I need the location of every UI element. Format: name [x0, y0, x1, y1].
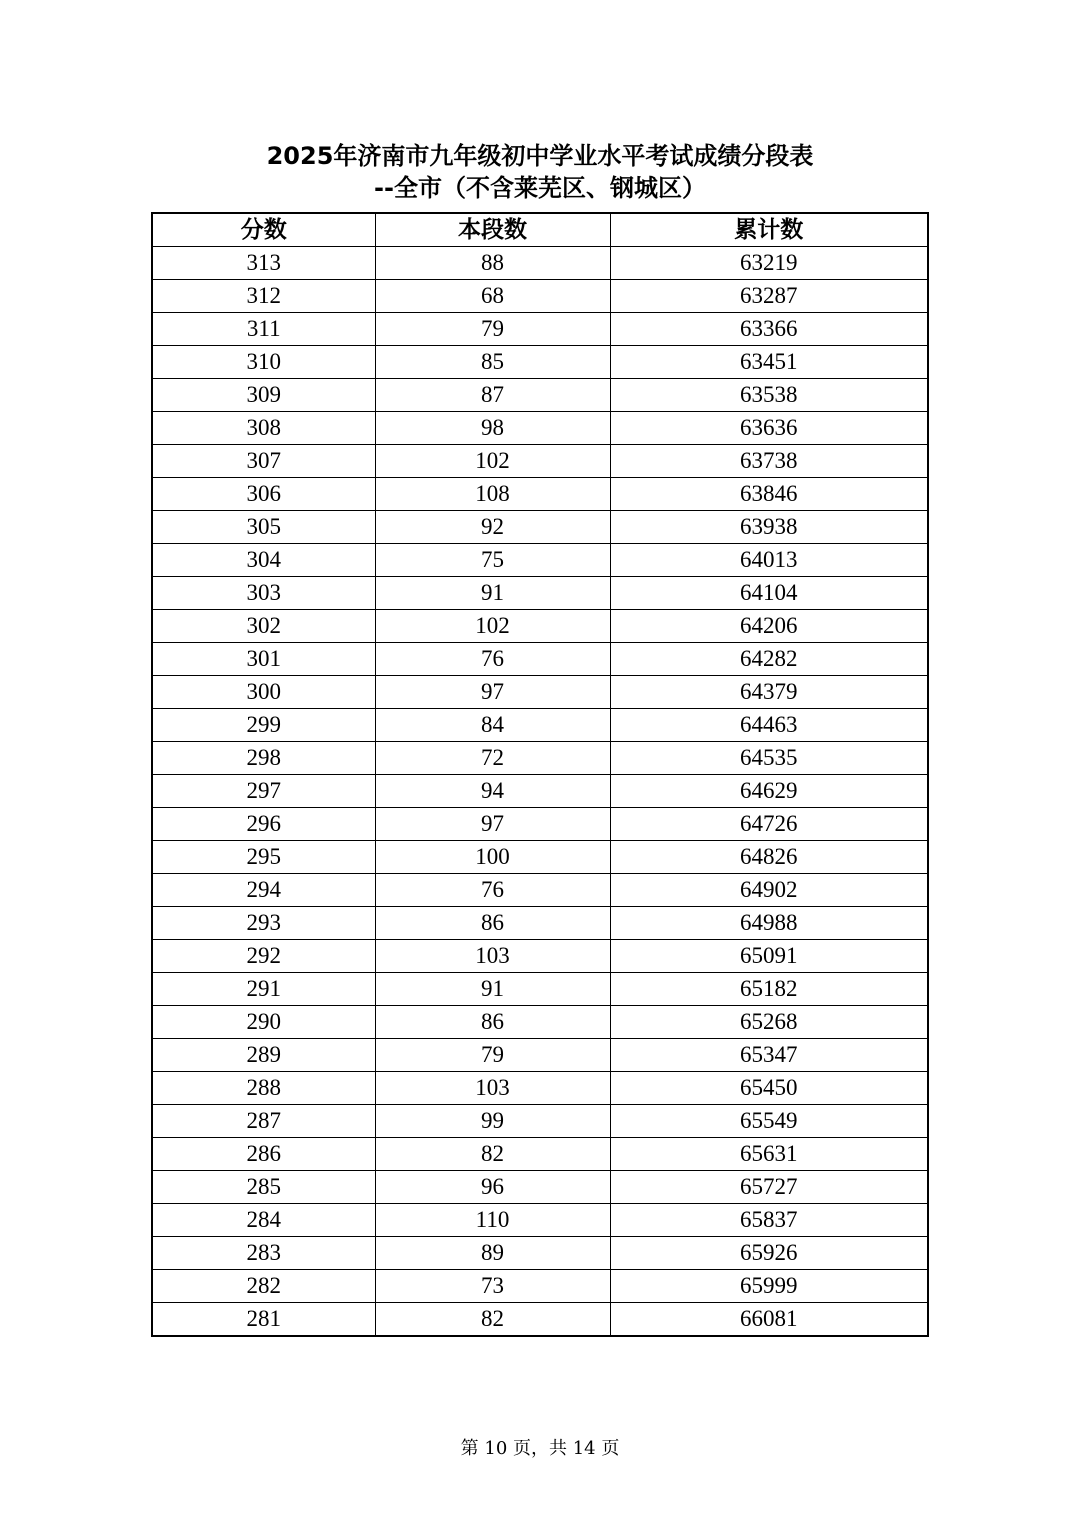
score-cell: 302 [152, 610, 375, 643]
score-cell: 312 [152, 280, 375, 313]
table-row [152, 247, 928, 280]
cumulative-count-cell: 65999 [610, 1270, 928, 1303]
segment-count-cell: 79 [375, 313, 610, 346]
header-cumulative-count: 累计数 [610, 213, 928, 247]
table-row [152, 412, 928, 445]
segment-count-cell: 82 [375, 1303, 610, 1337]
segment-count-cell: 96 [375, 1171, 610, 1204]
score-cell: 309 [152, 379, 375, 412]
cumulative-count-cell: 63538 [610, 379, 928, 412]
segment-count-cell: 89 [375, 1237, 610, 1270]
score-cell: 297 [152, 775, 375, 808]
cumulative-count-cell: 64104 [610, 577, 928, 610]
segment-count-cell: 103 [375, 1072, 610, 1105]
segment-count-cell: 92 [375, 511, 610, 544]
score-cell: 300 [152, 676, 375, 709]
table-row [152, 445, 928, 478]
cumulative-count-cell: 65926 [610, 1237, 928, 1270]
table-row [152, 775, 928, 808]
segment-count-cell: 76 [375, 874, 610, 907]
segment-count-cell: 91 [375, 973, 610, 1006]
table-body [152, 247, 928, 1337]
segment-count-cell: 79 [375, 1039, 610, 1072]
table-row [152, 1039, 928, 1072]
cumulative-count-cell: 64902 [610, 874, 928, 907]
table-row [152, 1270, 928, 1303]
table-row [152, 676, 928, 709]
table-row [152, 511, 928, 544]
document-title: 2025年济南市九年级初中学业水平考试成绩分段表 [266, 142, 814, 170]
segment-count-cell: 82 [375, 1138, 610, 1171]
cumulative-count-cell: 64463 [610, 709, 928, 742]
cumulative-count-cell: 64629 [610, 775, 928, 808]
score-cell: 298 [152, 742, 375, 775]
score-cell: 293 [152, 907, 375, 940]
segment-count-cell: 100 [375, 841, 610, 874]
cumulative-count-cell: 64535 [610, 742, 928, 775]
table-row [152, 1072, 928, 1105]
score-cell: 299 [152, 709, 375, 742]
segment-count-cell: 84 [375, 709, 610, 742]
segment-count-cell: 86 [375, 1006, 610, 1039]
segment-count-cell: 86 [375, 907, 610, 940]
segment-count-cell: 97 [375, 676, 610, 709]
score-cell: 307 [152, 445, 375, 478]
cumulative-count-cell: 64206 [610, 610, 928, 643]
cumulative-count-cell: 63219 [610, 247, 928, 280]
table-row [152, 577, 928, 610]
segment-count-cell: 99 [375, 1105, 610, 1138]
table-row [152, 1105, 928, 1138]
score-cell: 305 [152, 511, 375, 544]
segment-count-cell: 91 [375, 577, 610, 610]
score-cell: 288 [152, 1072, 375, 1105]
segment-count-cell: 75 [375, 544, 610, 577]
cumulative-count-cell: 65549 [610, 1105, 928, 1138]
table-row [152, 1303, 928, 1337]
segment-count-cell: 72 [375, 742, 610, 775]
segment-count-cell: 76 [375, 643, 610, 676]
cumulative-count-cell: 65631 [610, 1138, 928, 1171]
score-cell: 291 [152, 973, 375, 1006]
score-cell: 290 [152, 1006, 375, 1039]
segment-count-cell: 73 [375, 1270, 610, 1303]
score-cell: 286 [152, 1138, 375, 1171]
segment-count-cell: 110 [375, 1204, 610, 1237]
header-segment-count: 本段数 [375, 213, 610, 247]
score-cell: 301 [152, 643, 375, 676]
cumulative-count-cell: 64826 [610, 841, 928, 874]
table-row [152, 874, 928, 907]
table-row [152, 1171, 928, 1204]
table-row [152, 742, 928, 775]
cumulative-count-cell: 66081 [610, 1303, 928, 1337]
score-cell: 306 [152, 478, 375, 511]
table-row [152, 379, 928, 412]
table-row [152, 1237, 928, 1270]
cumulative-count-cell: 65347 [610, 1039, 928, 1072]
cumulative-count-cell: 65182 [610, 973, 928, 1006]
segment-count-cell: 98 [375, 412, 610, 445]
score-cell: 283 [152, 1237, 375, 1270]
cumulative-count-cell: 64282 [610, 643, 928, 676]
score-cell: 285 [152, 1171, 375, 1204]
score-distribution-table [151, 212, 929, 1337]
cumulative-count-cell: 63287 [610, 280, 928, 313]
table-header-row [152, 213, 928, 247]
cumulative-count-cell: 65727 [610, 1171, 928, 1204]
cumulative-count-cell: 63738 [610, 445, 928, 478]
segment-count-cell: 88 [375, 247, 610, 280]
table-row [152, 1006, 928, 1039]
table-row [152, 973, 928, 1006]
table-row [152, 643, 928, 676]
cumulative-count-cell: 64726 [610, 808, 928, 841]
page-footer: 第 10 页，共 14 页 [460, 1438, 620, 1459]
cumulative-count-cell: 63366 [610, 313, 928, 346]
table-row [152, 478, 928, 511]
score-cell: 292 [152, 940, 375, 973]
segment-count-cell: 102 [375, 610, 610, 643]
segment-count-cell: 68 [375, 280, 610, 313]
score-cell: 310 [152, 346, 375, 379]
table-row [152, 940, 928, 973]
cumulative-count-cell: 65268 [610, 1006, 928, 1039]
table-row [152, 709, 928, 742]
score-cell: 282 [152, 1270, 375, 1303]
score-cell: 287 [152, 1105, 375, 1138]
score-cell: 308 [152, 412, 375, 445]
cumulative-count-cell: 63636 [610, 412, 928, 445]
table-row [152, 808, 928, 841]
table-row [152, 841, 928, 874]
segment-count-cell: 102 [375, 445, 610, 478]
segment-count-cell: 87 [375, 379, 610, 412]
table-row [152, 1204, 928, 1237]
score-cell: 303 [152, 577, 375, 610]
segment-count-cell: 103 [375, 940, 610, 973]
cumulative-count-cell: 63938 [610, 511, 928, 544]
cumulative-count-cell: 63846 [610, 478, 928, 511]
cumulative-count-cell: 65837 [610, 1204, 928, 1237]
segment-count-cell: 97 [375, 808, 610, 841]
table-row [152, 907, 928, 940]
score-cell: 296 [152, 808, 375, 841]
score-cell: 294 [152, 874, 375, 907]
segment-count-cell: 85 [375, 346, 610, 379]
table-row [152, 280, 928, 313]
score-cell: 304 [152, 544, 375, 577]
table-row [152, 544, 928, 577]
cumulative-count-cell: 65091 [610, 940, 928, 973]
table-row [152, 610, 928, 643]
table-row [152, 346, 928, 379]
score-cell: 281 [152, 1303, 375, 1337]
cumulative-count-cell: 65450 [610, 1072, 928, 1105]
table-row [152, 1138, 928, 1171]
score-cell: 284 [152, 1204, 375, 1237]
segment-count-cell: 94 [375, 775, 610, 808]
score-cell: 313 [152, 247, 375, 280]
score-cell: 289 [152, 1039, 375, 1072]
cumulative-count-cell: 63451 [610, 346, 928, 379]
score-cell: 295 [152, 841, 375, 874]
cumulative-count-cell: 64013 [610, 544, 928, 577]
header-score: 分数 [152, 213, 375, 247]
table-row [152, 313, 928, 346]
score-cell: 311 [152, 313, 375, 346]
document-subtitle: --全市（不含莱芜区、钢城区） [374, 174, 706, 202]
cumulative-count-cell: 64379 [610, 676, 928, 709]
cumulative-count-cell: 64988 [610, 907, 928, 940]
segment-count-cell: 108 [375, 478, 610, 511]
